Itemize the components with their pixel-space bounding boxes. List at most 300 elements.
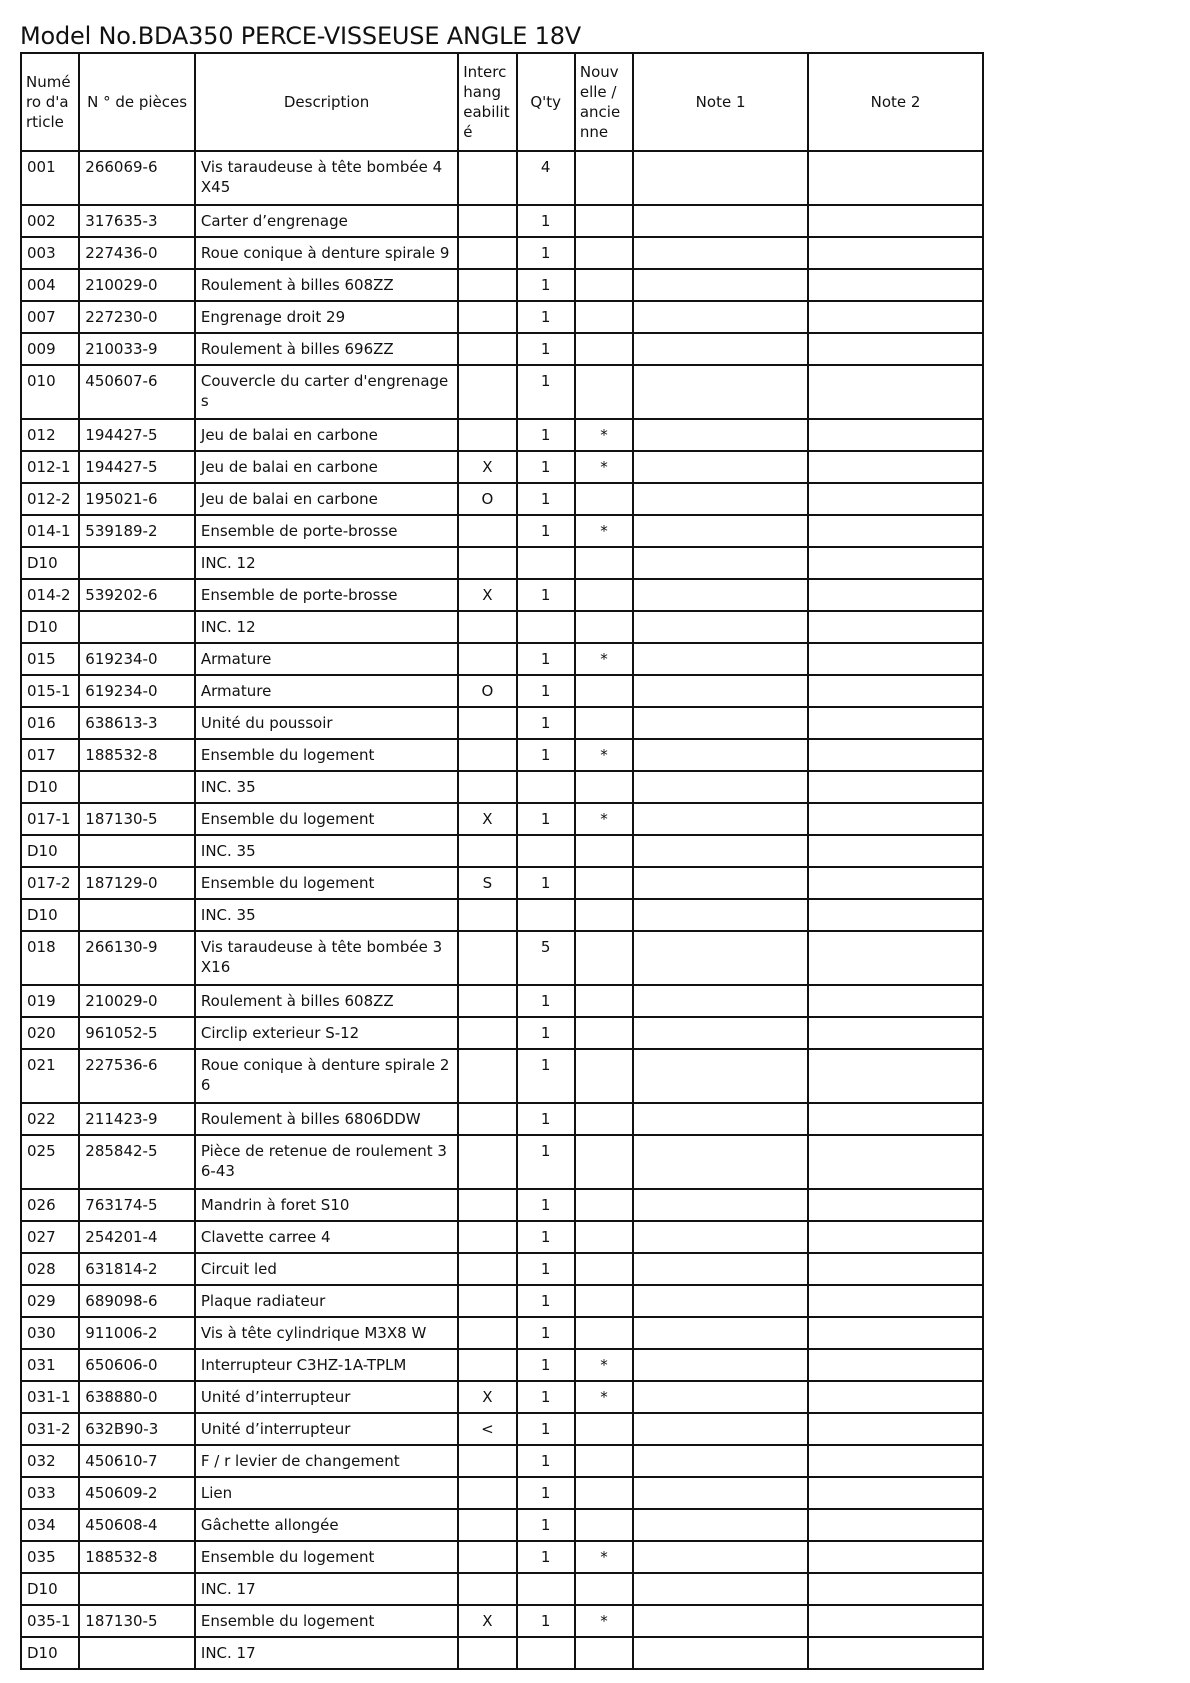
table-row bbox=[21, 1103, 983, 1135]
note-1-cell bbox=[633, 835, 808, 867]
note-2-cell bbox=[808, 1605, 983, 1637]
new-old-cell bbox=[575, 269, 633, 301]
item-number-cell: 034 bbox=[21, 1509, 79, 1541]
qty-cell bbox=[517, 611, 575, 643]
part-number-cell: 619234-0 bbox=[79, 675, 195, 707]
part-number-cell: 195021-6 bbox=[79, 483, 195, 515]
interchangeability-cell bbox=[458, 1285, 516, 1317]
interchangeability-cell bbox=[458, 515, 516, 547]
qty-cell bbox=[517, 1637, 575, 1669]
interchangeability-cell bbox=[458, 365, 516, 419]
new-old-cell bbox=[575, 1285, 633, 1317]
qty-cell: 1 bbox=[517, 1135, 575, 1189]
description-cell: Unité d’interrupteur bbox=[195, 1381, 458, 1413]
qty-cell: 1 bbox=[517, 515, 575, 547]
new-old-cell bbox=[575, 1135, 633, 1189]
table-row bbox=[21, 1253, 983, 1285]
interchangeability-cell bbox=[458, 301, 516, 333]
qty-cell: 1 bbox=[517, 1049, 575, 1103]
item-number-cell: 027 bbox=[21, 1221, 79, 1253]
interchangeability-cell bbox=[458, 707, 516, 739]
description-cell: Jeu de balai en carbone bbox=[195, 451, 458, 483]
part-number-cell: 210033-9 bbox=[79, 333, 195, 365]
note-2-cell bbox=[808, 365, 983, 419]
new-old-cell bbox=[575, 1103, 633, 1135]
new-old-cell bbox=[575, 611, 633, 643]
qty-cell bbox=[517, 771, 575, 803]
note-1-cell bbox=[633, 1017, 808, 1049]
note-1-cell bbox=[633, 205, 808, 237]
qty-cell: 1 bbox=[517, 1317, 575, 1349]
item-number-cell: 003 bbox=[21, 237, 79, 269]
part-number-cell: 254201-4 bbox=[79, 1221, 195, 1253]
note-2-cell bbox=[808, 899, 983, 931]
note-1-cell bbox=[633, 1253, 808, 1285]
new-old-cell bbox=[575, 1413, 633, 1445]
description-cell: Ensemble du logement bbox=[195, 803, 458, 835]
description-cell: Unité du poussoir bbox=[195, 707, 458, 739]
note-1-cell bbox=[633, 1445, 808, 1477]
interchangeability-cell bbox=[458, 771, 516, 803]
item-number-cell: 028 bbox=[21, 1253, 79, 1285]
item-number-cell: 031-2 bbox=[21, 1413, 79, 1445]
description-cell: Interrupteur C3HZ-1A-TPLM bbox=[195, 1349, 458, 1381]
item-number-cell: 033 bbox=[21, 1477, 79, 1509]
new-old-cell bbox=[575, 547, 633, 579]
part-number-cell: 210029-0 bbox=[79, 269, 195, 301]
new-old-cell bbox=[575, 483, 633, 515]
note-1-cell bbox=[633, 1413, 808, 1445]
table-row bbox=[21, 1541, 983, 1573]
part-number-cell: 638880-0 bbox=[79, 1381, 195, 1413]
description-cell: Ensemble du logement bbox=[195, 867, 458, 899]
part-number-cell: 450610-7 bbox=[79, 1445, 195, 1477]
header-note-2: Note 2 bbox=[808, 53, 983, 151]
item-number-cell: 004 bbox=[21, 269, 79, 301]
item-number-cell: 018 bbox=[21, 931, 79, 985]
header-part-no: N ° de pièces bbox=[79, 53, 195, 151]
description-cell: Roulement à billes 608ZZ bbox=[195, 985, 458, 1017]
table-row bbox=[21, 237, 983, 269]
note-1-cell bbox=[633, 483, 808, 515]
new-old-cell: * bbox=[575, 451, 633, 483]
note-2-cell bbox=[808, 867, 983, 899]
qty-cell bbox=[517, 547, 575, 579]
part-number-cell: 266130-9 bbox=[79, 931, 195, 985]
interchangeability-cell bbox=[458, 237, 516, 269]
note-2-cell bbox=[808, 1381, 983, 1413]
new-old-cell bbox=[575, 365, 633, 419]
note-2-cell bbox=[808, 707, 983, 739]
description-cell: Jeu de balai en carbone bbox=[195, 419, 458, 451]
page-title: Model No.BDA350 PERCE-VISSEUSE ANGLE 18V bbox=[20, 22, 582, 50]
new-old-cell bbox=[575, 1253, 633, 1285]
part-number-cell bbox=[79, 771, 195, 803]
qty-cell: 1 bbox=[517, 301, 575, 333]
item-number-cell: 035 bbox=[21, 1541, 79, 1573]
qty-cell bbox=[517, 899, 575, 931]
note-1-cell bbox=[633, 419, 808, 451]
qty-cell: 1 bbox=[517, 1477, 575, 1509]
new-old-cell bbox=[575, 899, 633, 931]
table-row bbox=[21, 643, 983, 675]
header-item-no: Numé ro d'a rticle bbox=[21, 53, 79, 151]
qty-cell: 1 bbox=[517, 1017, 575, 1049]
interchangeability-cell bbox=[458, 1189, 516, 1221]
table-row bbox=[21, 611, 983, 643]
part-number-cell: 911006-2 bbox=[79, 1317, 195, 1349]
description-cell: Clavette carree 4 bbox=[195, 1221, 458, 1253]
description-cell: Armature bbox=[195, 643, 458, 675]
part-number-cell: 187129-0 bbox=[79, 867, 195, 899]
note-2-cell bbox=[808, 1637, 983, 1669]
note-2-cell bbox=[808, 835, 983, 867]
table-row bbox=[21, 1349, 983, 1381]
part-number-cell: 539202-6 bbox=[79, 579, 195, 611]
item-number-cell: 014-1 bbox=[21, 515, 79, 547]
item-number-cell: 020 bbox=[21, 1017, 79, 1049]
table-row bbox=[21, 1509, 983, 1541]
new-old-cell: * bbox=[575, 1605, 633, 1637]
note-1-cell bbox=[633, 1573, 808, 1605]
description-cell: Lien bbox=[195, 1477, 458, 1509]
header-new-old: Nouv elle / ancie nne bbox=[575, 53, 633, 151]
note-2-cell bbox=[808, 237, 983, 269]
part-number-cell: 450607-6 bbox=[79, 365, 195, 419]
interchangeability-cell bbox=[458, 1017, 516, 1049]
parts-table bbox=[20, 52, 984, 1670]
qty-cell: 1 bbox=[517, 333, 575, 365]
new-old-cell bbox=[575, 707, 633, 739]
description-cell: Jeu de balai en carbone bbox=[195, 483, 458, 515]
part-number-cell: 211423-9 bbox=[79, 1103, 195, 1135]
qty-cell: 1 bbox=[517, 1413, 575, 1445]
description-cell: Carter d’engrenage bbox=[195, 205, 458, 237]
table-row bbox=[21, 931, 983, 985]
qty-cell: 1 bbox=[517, 1605, 575, 1637]
note-1-cell bbox=[633, 269, 808, 301]
table-row bbox=[21, 1285, 983, 1317]
qty-cell: 1 bbox=[517, 1103, 575, 1135]
note-1-cell bbox=[633, 1049, 808, 1103]
description-cell: Roulement à billes 6806DDW bbox=[195, 1103, 458, 1135]
note-1-cell bbox=[633, 771, 808, 803]
item-number-cell: 019 bbox=[21, 985, 79, 1017]
note-2-cell bbox=[808, 643, 983, 675]
description-cell: Roulement à billes 696ZZ bbox=[195, 333, 458, 365]
item-number-cell: 015 bbox=[21, 643, 79, 675]
qty-cell: 1 bbox=[517, 419, 575, 451]
qty-cell: 1 bbox=[517, 365, 575, 419]
new-old-cell bbox=[575, 237, 633, 269]
part-number-cell bbox=[79, 547, 195, 579]
table-row bbox=[21, 1221, 983, 1253]
table-row bbox=[21, 899, 983, 931]
note-1-cell bbox=[633, 151, 808, 205]
note-2-cell bbox=[808, 1477, 983, 1509]
interchangeability-cell bbox=[458, 899, 516, 931]
item-number-cell: 029 bbox=[21, 1285, 79, 1317]
note-2-cell bbox=[808, 515, 983, 547]
table-row bbox=[21, 707, 983, 739]
description-cell: Armature bbox=[195, 675, 458, 707]
item-number-cell: 032 bbox=[21, 1445, 79, 1477]
interchangeability-cell bbox=[458, 1477, 516, 1509]
note-1-cell bbox=[633, 579, 808, 611]
note-1-cell bbox=[633, 515, 808, 547]
note-1-cell bbox=[633, 1285, 808, 1317]
new-old-cell: * bbox=[575, 739, 633, 771]
new-old-cell bbox=[575, 867, 633, 899]
note-1-cell bbox=[633, 643, 808, 675]
note-1-cell bbox=[633, 803, 808, 835]
new-old-cell bbox=[575, 1637, 633, 1669]
header-interchangeability: Interc hang eabilit é bbox=[458, 53, 516, 151]
note-1-cell bbox=[633, 547, 808, 579]
item-number-cell: 017-2 bbox=[21, 867, 79, 899]
interchangeability-cell bbox=[458, 835, 516, 867]
interchangeability-cell bbox=[458, 205, 516, 237]
note-2-cell bbox=[808, 1253, 983, 1285]
qty-cell: 1 bbox=[517, 707, 575, 739]
new-old-cell: * bbox=[575, 1381, 633, 1413]
table-row bbox=[21, 985, 983, 1017]
part-number-cell bbox=[79, 1573, 195, 1605]
interchangeability-cell bbox=[458, 1573, 516, 1605]
qty-cell: 1 bbox=[517, 1253, 575, 1285]
note-1-cell bbox=[633, 365, 808, 419]
interchangeability-cell: X bbox=[458, 579, 516, 611]
note-1-cell bbox=[633, 451, 808, 483]
new-old-cell bbox=[575, 675, 633, 707]
interchangeability-cell bbox=[458, 1349, 516, 1381]
note-1-cell bbox=[633, 867, 808, 899]
description-cell: Pièce de retenue de roulement 36-43 bbox=[195, 1135, 458, 1189]
note-1-cell bbox=[633, 931, 808, 985]
note-2-cell bbox=[808, 451, 983, 483]
part-number-cell: 317635-3 bbox=[79, 205, 195, 237]
note-2-cell bbox=[808, 1573, 983, 1605]
note-1-cell bbox=[633, 1637, 808, 1669]
note-2-cell bbox=[808, 1509, 983, 1541]
part-number-cell: 650606-0 bbox=[79, 1349, 195, 1381]
note-2-cell bbox=[808, 151, 983, 205]
description-cell: INC. 35 bbox=[195, 899, 458, 931]
qty-cell: 1 bbox=[517, 1221, 575, 1253]
note-2-cell bbox=[808, 739, 983, 771]
part-number-cell: 539189-2 bbox=[79, 515, 195, 547]
table-row bbox=[21, 547, 983, 579]
table-row bbox=[21, 1135, 983, 1189]
interchangeability-cell bbox=[458, 739, 516, 771]
new-old-cell bbox=[575, 835, 633, 867]
interchangeability-cell bbox=[458, 547, 516, 579]
interchangeability-cell bbox=[458, 151, 516, 205]
item-number-cell: 022 bbox=[21, 1103, 79, 1135]
interchangeability-cell bbox=[458, 1221, 516, 1253]
description-cell: INC. 12 bbox=[195, 611, 458, 643]
new-old-cell bbox=[575, 1189, 633, 1221]
note-1-cell bbox=[633, 1381, 808, 1413]
item-number-cell: 026 bbox=[21, 1189, 79, 1221]
description-cell: INC. 17 bbox=[195, 1637, 458, 1669]
item-number-cell: 016 bbox=[21, 707, 79, 739]
item-number-cell: 002 bbox=[21, 205, 79, 237]
item-number-cell: 025 bbox=[21, 1135, 79, 1189]
new-old-cell bbox=[575, 151, 633, 205]
interchangeability-cell bbox=[458, 1103, 516, 1135]
part-number-cell: 450608-4 bbox=[79, 1509, 195, 1541]
part-number-cell: 188532-8 bbox=[79, 739, 195, 771]
interchangeability-cell bbox=[458, 419, 516, 451]
interchangeability-cell bbox=[458, 1445, 516, 1477]
new-old-cell bbox=[575, 1221, 633, 1253]
table-row bbox=[21, 1017, 983, 1049]
description-cell: Circlip exterieur S-12 bbox=[195, 1017, 458, 1049]
qty-cell: 1 bbox=[517, 803, 575, 835]
interchangeability-cell bbox=[458, 985, 516, 1017]
item-number-cell: 035-1 bbox=[21, 1605, 79, 1637]
note-2-cell bbox=[808, 1349, 983, 1381]
new-old-cell bbox=[575, 1509, 633, 1541]
description-cell: Ensemble du logement bbox=[195, 739, 458, 771]
description-cell: Vis taraudeuse à tête bombée 3X16 bbox=[195, 931, 458, 985]
interchangeability-cell: < bbox=[458, 1413, 516, 1445]
part-number-cell: 266069-6 bbox=[79, 151, 195, 205]
description-cell: Couvercle du carter d'engrenages bbox=[195, 365, 458, 419]
part-number-cell: 689098-6 bbox=[79, 1285, 195, 1317]
part-number-cell: 638613-3 bbox=[79, 707, 195, 739]
new-old-cell bbox=[575, 771, 633, 803]
qty-cell: 1 bbox=[517, 867, 575, 899]
note-1-cell bbox=[633, 675, 808, 707]
table-row bbox=[21, 451, 983, 483]
qty-cell bbox=[517, 835, 575, 867]
item-number-cell: D10 bbox=[21, 1573, 79, 1605]
description-cell: Engrenage droit 29 bbox=[195, 301, 458, 333]
table-row bbox=[21, 1381, 983, 1413]
part-number-cell: 619234-0 bbox=[79, 643, 195, 675]
note-2-cell bbox=[808, 1189, 983, 1221]
item-number-cell: 014-2 bbox=[21, 579, 79, 611]
item-number-cell: 007 bbox=[21, 301, 79, 333]
interchangeability-cell bbox=[458, 333, 516, 365]
description-cell: INC. 12 bbox=[195, 547, 458, 579]
note-1-cell bbox=[633, 899, 808, 931]
note-2-cell bbox=[808, 1413, 983, 1445]
new-old-cell bbox=[575, 333, 633, 365]
table-row bbox=[21, 579, 983, 611]
header-description: Description bbox=[195, 53, 458, 151]
part-number-cell: 961052-5 bbox=[79, 1017, 195, 1049]
part-number-cell: 194427-5 bbox=[79, 451, 195, 483]
header-qty: Q'ty bbox=[517, 53, 575, 151]
part-number-cell: 227436-0 bbox=[79, 237, 195, 269]
qty-cell: 1 bbox=[517, 579, 575, 611]
description-cell: INC. 35 bbox=[195, 835, 458, 867]
qty-cell: 1 bbox=[517, 1381, 575, 1413]
new-old-cell bbox=[575, 1317, 633, 1349]
interchangeability-cell bbox=[458, 1135, 516, 1189]
description-cell: Plaque radiateur bbox=[195, 1285, 458, 1317]
qty-cell: 1 bbox=[517, 1189, 575, 1221]
table-row bbox=[21, 483, 983, 515]
new-old-cell: * bbox=[575, 1541, 633, 1573]
table-row bbox=[21, 739, 983, 771]
note-1-cell bbox=[633, 611, 808, 643]
item-number-cell: 017-1 bbox=[21, 803, 79, 835]
note-2-cell bbox=[808, 547, 983, 579]
note-1-cell bbox=[633, 1349, 808, 1381]
table-row bbox=[21, 675, 983, 707]
description-cell: Vis à tête cylindrique M3X8 W bbox=[195, 1317, 458, 1349]
note-1-cell bbox=[633, 1135, 808, 1189]
table-row bbox=[21, 419, 983, 451]
note-2-cell bbox=[808, 1541, 983, 1573]
item-number-cell: 009 bbox=[21, 333, 79, 365]
part-number-cell: 194427-5 bbox=[79, 419, 195, 451]
part-number-cell: 631814-2 bbox=[79, 1253, 195, 1285]
item-number-cell: D10 bbox=[21, 1637, 79, 1669]
item-number-cell: 012-2 bbox=[21, 483, 79, 515]
note-2-cell bbox=[808, 483, 983, 515]
new-old-cell bbox=[575, 1445, 633, 1477]
table-row bbox=[21, 1605, 983, 1637]
table-row bbox=[21, 365, 983, 419]
description-cell: Circuit led bbox=[195, 1253, 458, 1285]
table-row bbox=[21, 771, 983, 803]
note-2-cell bbox=[808, 1317, 983, 1349]
table-row bbox=[21, 1573, 983, 1605]
interchangeability-cell: X bbox=[458, 1605, 516, 1637]
interchangeability-cell: X bbox=[458, 803, 516, 835]
description-cell: Ensemble de porte-brosse bbox=[195, 515, 458, 547]
item-number-cell: 021 bbox=[21, 1049, 79, 1103]
table-row bbox=[21, 515, 983, 547]
qty-cell: 1 bbox=[517, 1349, 575, 1381]
note-2-cell bbox=[808, 1049, 983, 1103]
part-number-cell: 188532-8 bbox=[79, 1541, 195, 1573]
part-number-cell bbox=[79, 835, 195, 867]
table-row bbox=[21, 1189, 983, 1221]
note-2-cell bbox=[808, 1103, 983, 1135]
qty-cell: 1 bbox=[517, 205, 575, 237]
note-2-cell bbox=[808, 333, 983, 365]
new-old-cell: * bbox=[575, 419, 633, 451]
table-row bbox=[21, 301, 983, 333]
note-1-cell bbox=[633, 739, 808, 771]
item-number-cell: D10 bbox=[21, 611, 79, 643]
note-1-cell bbox=[633, 1103, 808, 1135]
new-old-cell bbox=[575, 301, 633, 333]
part-number-cell: 763174-5 bbox=[79, 1189, 195, 1221]
description-cell: INC. 17 bbox=[195, 1573, 458, 1605]
note-1-cell bbox=[633, 707, 808, 739]
table-row bbox=[21, 333, 983, 365]
item-number-cell: 010 bbox=[21, 365, 79, 419]
new-old-cell: * bbox=[575, 515, 633, 547]
description-cell: Roue conique à denture spirale 9 bbox=[195, 237, 458, 269]
item-number-cell: 030 bbox=[21, 1317, 79, 1349]
interchangeability-cell bbox=[458, 1317, 516, 1349]
new-old-cell bbox=[575, 579, 633, 611]
note-2-cell bbox=[808, 985, 983, 1017]
qty-cell: 1 bbox=[517, 675, 575, 707]
part-number-cell: 285842-5 bbox=[79, 1135, 195, 1189]
note-1-cell bbox=[633, 301, 808, 333]
qty-cell: 1 bbox=[517, 237, 575, 269]
part-number-cell bbox=[79, 611, 195, 643]
